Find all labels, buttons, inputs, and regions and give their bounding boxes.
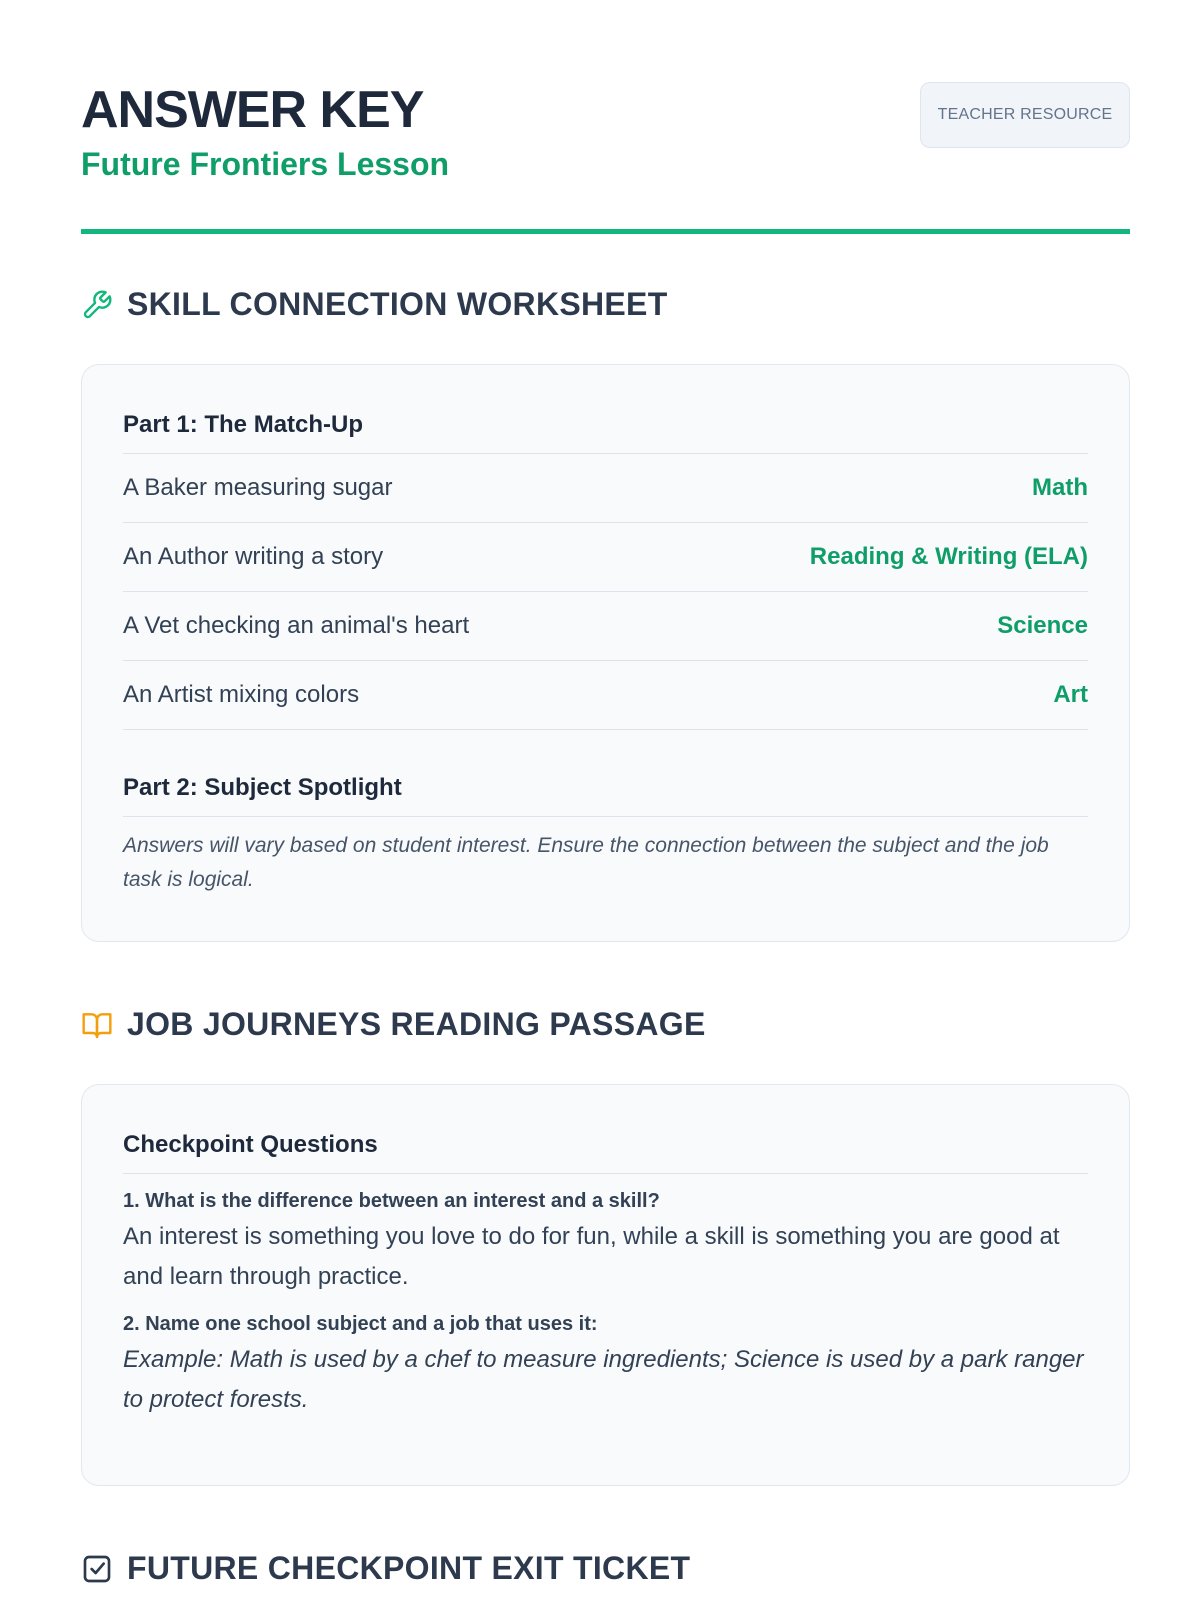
wrench-icon [81,289,113,321]
match-job: A Baker measuring sugar [123,474,393,501]
checkpoint-question [123,1190,1088,1297]
match-row [123,523,1088,592]
match-subject: Reading & Writing (ELA) [809,543,1088,570]
match-row [123,661,1088,730]
part1-title: Part 1: The Match-Up [123,397,1088,454]
skill-worksheet-card [81,364,1130,942]
reading-passage-card [81,1084,1130,1486]
teacher-resource-badge: TEACHER RESOURCE [920,82,1130,148]
question-text: 2. Name one school subject and a job that uses it: [123,1313,598,1335]
skill-section-title: SKILL CONNECTION WORKSHEET [127,286,668,322]
answer-text: Example: Math is used by a chef to measure ingredients; Science is used by a park ranger to protect forests. [123,1346,1084,1413]
checkbox-icon [81,1553,113,1585]
part2-note: Answers will vary based on student interest. Ensure the connection between the subject and the job task is logical. [123,834,1049,891]
skill-section-heading [81,286,668,323]
checkpoint-title: Checkpoint Questions [123,1117,1088,1174]
answer-key-page [81,0,1130,1586]
match-row [123,454,1088,523]
exit-section-heading [81,1550,690,1587]
match-subject: Math [1032,474,1088,501]
page-title: ANSWER KEY [81,81,424,139]
question-text: 1. What is the difference between an interest and a skill? [123,1190,660,1212]
match-subject: Science [997,612,1088,639]
exit-section-title: FUTURE CHECKPOINT EXIT TICKET [127,1550,691,1586]
page-subtitle: Future Frontiers Lesson [81,146,450,182]
page-header [81,0,1130,240]
match-job: An Artist mixing colors [123,681,360,708]
reading-section-heading [81,1006,706,1043]
match-row [123,592,1088,661]
part2-title: Part 2: Subject Spotlight [123,760,1088,817]
header-divider [81,229,1130,234]
match-job: A Vet checking an animal's heart [123,612,470,639]
book-open-icon [81,1009,113,1041]
match-job: An Author writing a story [123,543,384,570]
reading-section-title: JOB JOURNEYS READING PASSAGE [127,1006,706,1042]
match-subject: Art [1053,681,1088,708]
answer-text: An interest is something you love to do for fun, while a skill is something you are good at and learn through practice. [123,1223,1060,1290]
checkpoint-question [123,1313,1088,1420]
